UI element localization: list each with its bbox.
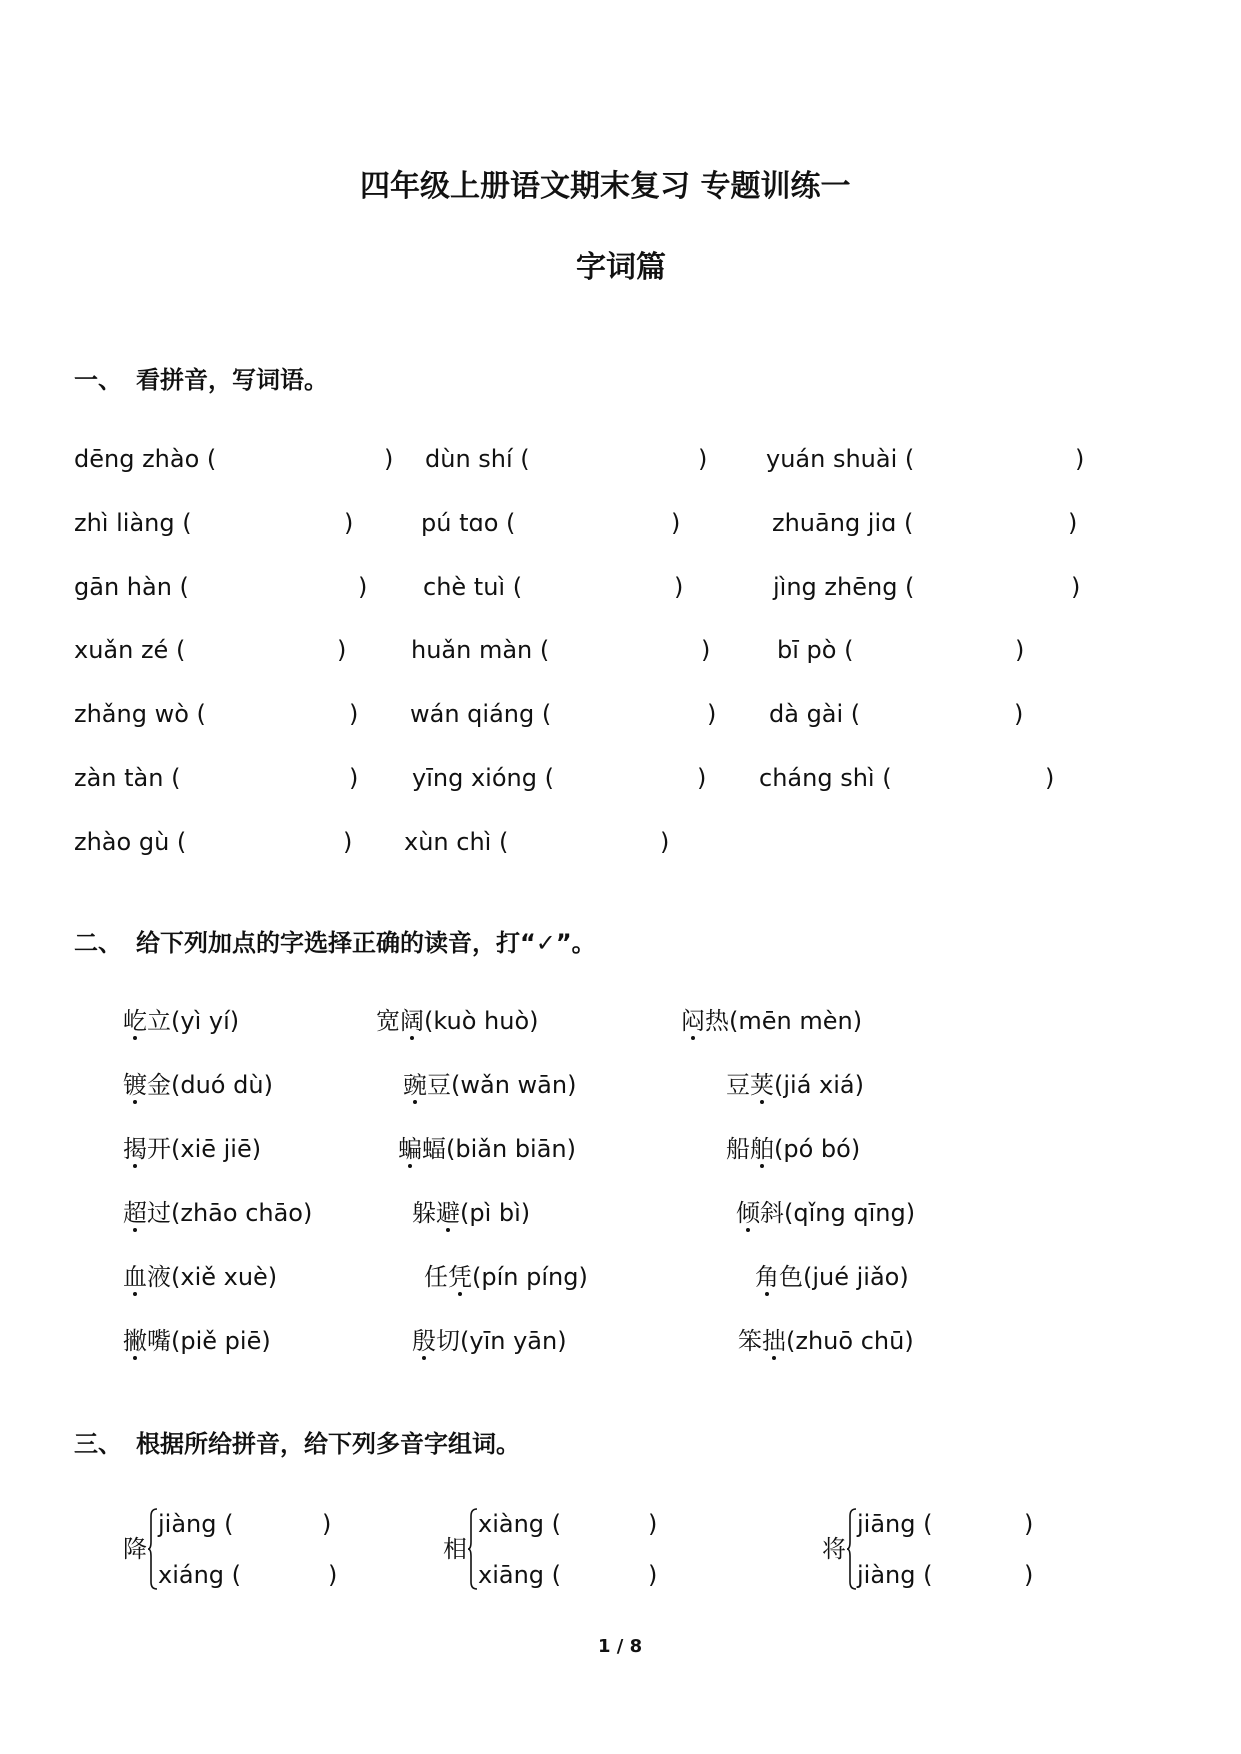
pinyin-choices: (piě piē) xyxy=(171,1327,271,1355)
dotted-character: 凭 xyxy=(448,1263,472,1291)
pinyin-prompt: gān hàn ( xyxy=(74,573,189,601)
pinyin-prompt: cháng shì ( xyxy=(759,764,892,792)
pinyin-choices: (zhuō chū) xyxy=(786,1327,914,1355)
pinyin-prompt: dēng zhào ( xyxy=(74,445,217,473)
word-character: 嘴 xyxy=(147,1327,171,1355)
page-title: 四年级上册语文期末复习 专题训练一 xyxy=(360,169,851,204)
pinyin-choices: (duó dù) xyxy=(171,1071,273,1099)
pinyin-choices: (kuò huò) xyxy=(424,1007,539,1035)
answer-blank-close: ) xyxy=(660,828,670,856)
answer-blank-close: ) xyxy=(322,1510,332,1538)
section-3-heading: 根据所给拼音，给下列多音字组词。 xyxy=(136,1430,520,1458)
word-character: 色 xyxy=(779,1263,803,1291)
dotted-character: 血 xyxy=(123,1263,147,1291)
word-character: 豆 xyxy=(726,1071,750,1099)
word-character: 液 xyxy=(147,1263,171,1291)
dotted-character: 闷 xyxy=(681,1007,705,1035)
word-character: 宽 xyxy=(376,1007,400,1035)
reading-choice-item xyxy=(123,1073,273,1097)
answer-blank-close: ) xyxy=(707,700,717,728)
pinyin-prompt: yuán shuài ( xyxy=(766,445,915,473)
dotted-character: 舶 xyxy=(750,1135,774,1163)
pinyin-prompt: zhǎng wò ( xyxy=(74,700,206,728)
dotted-character: 超 xyxy=(123,1199,147,1227)
answer-blank-close: ) xyxy=(698,445,708,473)
pinyin-choices: (qǐng qīng) xyxy=(784,1199,916,1227)
reading-pinyin: xiàng ( xyxy=(478,1510,562,1538)
dotted-character: 镀 xyxy=(123,1071,147,1099)
answer-blank-close: ) xyxy=(1015,636,1025,664)
word-character: 躲 xyxy=(412,1199,436,1227)
page-subtitle: 字词篇 xyxy=(576,250,666,285)
left-brace xyxy=(148,1508,158,1590)
pinyin-choices: (zhāo chāo) xyxy=(171,1199,313,1227)
answer-blank-close: ) xyxy=(1045,764,1055,792)
dotted-character: 拙 xyxy=(762,1327,786,1355)
answer-blank-close: ) xyxy=(349,764,359,792)
dotted-character: 荚 xyxy=(750,1071,774,1099)
reading-pinyin: jiàng ( xyxy=(158,1510,234,1538)
pinyin-prompt: yīng xióng ( xyxy=(412,764,554,792)
reading-choice-item xyxy=(726,1137,860,1161)
word-character: 热 xyxy=(705,1007,729,1035)
pinyin-choices: (wǎn wān) xyxy=(451,1071,577,1099)
pinyin-prompt: bī pò ( xyxy=(777,636,854,664)
pinyin-choices: (pín píng) xyxy=(472,1263,588,1291)
dotted-character: 阔 xyxy=(400,1007,424,1035)
reading-pinyin: jiāng ( xyxy=(857,1510,933,1538)
pinyin-prompt: zhuāng jiɑ ( xyxy=(772,509,914,537)
page-number: 1 / 8 xyxy=(598,1636,643,1657)
reading-choice-item xyxy=(398,1137,576,1161)
word-character: 切 xyxy=(436,1327,460,1355)
answer-blank-close: ) xyxy=(349,700,359,728)
word-character: 豆 xyxy=(427,1071,451,1099)
answer-blank-close: ) xyxy=(1071,573,1081,601)
answer-blank-close: ) xyxy=(1024,1561,1034,1589)
left-brace xyxy=(847,1508,857,1590)
pinyin-prompt: chè tuì ( xyxy=(423,573,523,601)
pinyin-choices: (yīn yān) xyxy=(460,1327,567,1355)
dotted-character: 蝙 xyxy=(398,1135,422,1163)
answer-blank-close: ) xyxy=(337,636,347,664)
reading-choice-item xyxy=(412,1201,530,1225)
pinyin-prompt: dùn shí ( xyxy=(425,445,530,473)
answer-blank-close: ) xyxy=(648,1510,658,1538)
dotted-character: 撇 xyxy=(123,1327,147,1355)
dotted-character: 屹 xyxy=(123,1007,147,1035)
reading-choice-item xyxy=(123,1265,277,1289)
word-character: 金 xyxy=(147,1071,171,1099)
section-1-number: 一、 xyxy=(74,366,122,394)
reading-pinyin: xiāng ( xyxy=(478,1561,562,1589)
dotted-character: 豌 xyxy=(403,1071,427,1099)
reading-pinyin: xiáng ( xyxy=(158,1561,242,1589)
pinyin-prompt: dà gài ( xyxy=(769,700,861,728)
answer-blank-close: ) xyxy=(1075,445,1085,473)
pinyin-prompt: zàn tàn ( xyxy=(74,764,181,792)
word-character: 开 xyxy=(147,1135,171,1163)
polyphonic-character: 将 xyxy=(822,1535,846,1563)
reading-choice-item xyxy=(123,1201,312,1225)
answer-blank-close: ) xyxy=(343,828,353,856)
word-character: 过 xyxy=(147,1199,171,1227)
pinyin-prompt: zhào gù ( xyxy=(74,828,187,856)
reading-choice-item xyxy=(726,1073,864,1097)
word-character: 船 xyxy=(726,1135,750,1163)
answer-blank-close: ) xyxy=(648,1561,658,1589)
answer-blank-close: ) xyxy=(328,1561,338,1589)
section-1-heading: 看拼音，写词语。 xyxy=(136,366,328,394)
reading-choice-item xyxy=(123,1137,261,1161)
reading-choice-item xyxy=(755,1265,909,1289)
reading-choice-item xyxy=(123,1009,239,1033)
answer-blank-close: ) xyxy=(701,636,711,664)
word-character: 斜 xyxy=(760,1199,784,1227)
reading-choice-item xyxy=(403,1073,576,1097)
pinyin-prompt: jìng zhēng ( xyxy=(773,573,915,601)
reading-choice-item xyxy=(736,1201,915,1225)
answer-blank-close: ) xyxy=(384,445,394,473)
answer-blank-close: ) xyxy=(674,573,684,601)
section-2-heading: 给下列加点的字选择正确的读音，打“✓”。 xyxy=(136,929,596,957)
answer-blank-close: ) xyxy=(1014,700,1024,728)
reading-choice-item xyxy=(376,1009,539,1033)
reading-choice-item xyxy=(738,1329,914,1353)
pinyin-choices: (jiá xiá) xyxy=(774,1071,864,1099)
polyphonic-character: 相 xyxy=(443,1535,467,1563)
word-character: 笨 xyxy=(738,1327,762,1355)
dotted-character: 揭 xyxy=(123,1135,147,1163)
section-3-number: 三、 xyxy=(74,1430,122,1458)
answer-blank-close: ) xyxy=(671,509,681,537)
pinyin-choices: (yì yí) xyxy=(171,1007,240,1035)
reading-choice-item xyxy=(412,1329,567,1353)
section-2-number: 二、 xyxy=(74,929,122,957)
dotted-character: 殷 xyxy=(412,1327,436,1355)
answer-blank-close: ) xyxy=(1024,1510,1034,1538)
pinyin-choices: (jué jiǎo) xyxy=(803,1263,909,1291)
reading-pinyin: jiàng ( xyxy=(857,1561,933,1589)
pinyin-choices: (mēn mèn) xyxy=(729,1007,863,1035)
answer-blank-close: ) xyxy=(697,764,707,792)
dotted-character: 避 xyxy=(436,1199,460,1227)
pinyin-prompt: pú tɑo ( xyxy=(421,509,516,537)
answer-blank-close: ) xyxy=(358,573,368,601)
reading-choice-item xyxy=(123,1329,271,1353)
reading-choice-item xyxy=(424,1265,588,1289)
pinyin-prompt: zhì liàng ( xyxy=(74,509,192,537)
dotted-character: 角 xyxy=(755,1263,779,1291)
word-character: 任 xyxy=(424,1263,448,1291)
left-brace xyxy=(468,1508,478,1590)
reading-choice-item xyxy=(681,1009,862,1033)
polyphonic-character: 降 xyxy=(123,1535,147,1563)
dotted-character: 倾 xyxy=(736,1199,760,1227)
pinyin-choices: (xiě xuè) xyxy=(171,1263,278,1291)
pinyin-choices: (biǎn biān) xyxy=(446,1135,576,1163)
pinyin-choices: (pì bì) xyxy=(460,1199,531,1227)
pinyin-prompt: wán qiáng ( xyxy=(410,700,552,728)
pinyin-prompt: xùn chì ( xyxy=(404,828,509,856)
pinyin-choices: (pó bó) xyxy=(774,1135,861,1163)
word-character: 蝠 xyxy=(422,1135,446,1163)
pinyin-prompt: huǎn màn ( xyxy=(411,636,550,664)
pinyin-prompt: xuǎn zé ( xyxy=(74,636,186,664)
answer-blank-close: ) xyxy=(344,509,354,537)
word-character: 立 xyxy=(147,1007,171,1035)
answer-blank-close: ) xyxy=(1068,509,1078,537)
pinyin-choices: (xiē jiē) xyxy=(171,1135,262,1163)
